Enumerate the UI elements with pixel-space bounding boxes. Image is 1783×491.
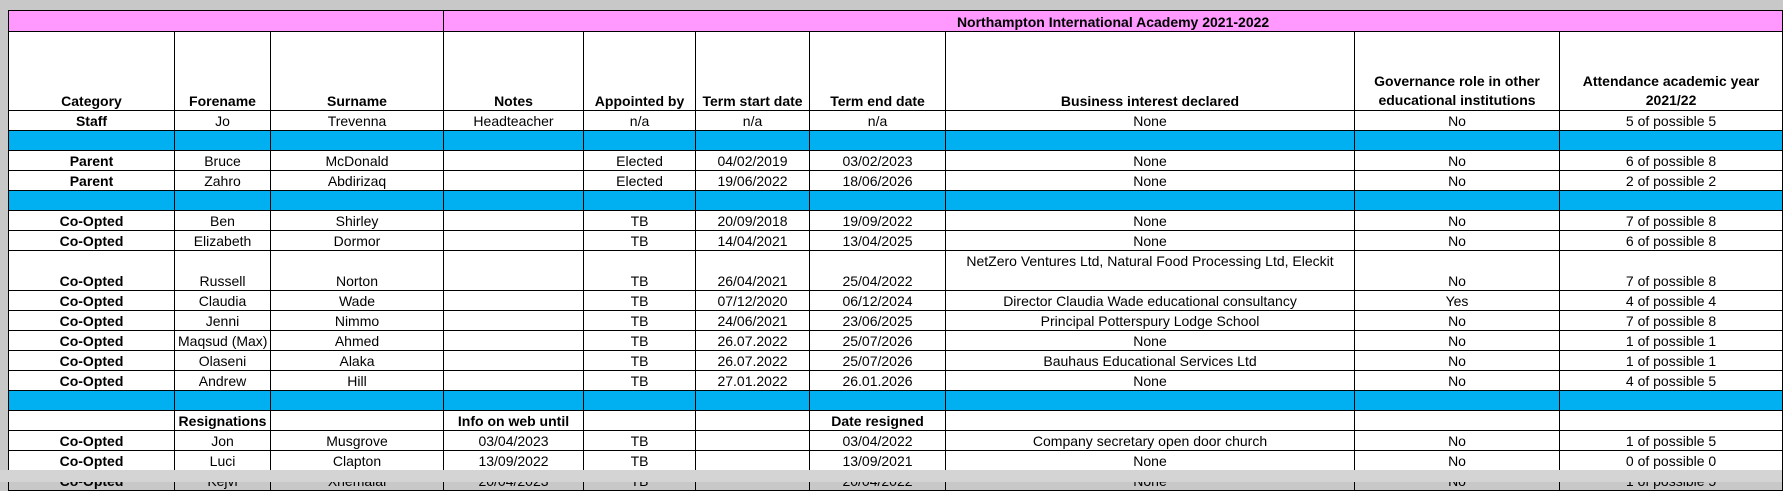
cell-attendance[interactable]: 6 of possible 8 [1560, 231, 1783, 251]
separator-cell[interactable] [9, 391, 175, 411]
cell-appointed[interactable]: TB [584, 331, 696, 351]
header-row [9, 32, 1783, 111]
header-attendance[interactable]: Attendance academic year 2021/22 [1560, 32, 1783, 111]
cell-start[interactable]: 24/06/2021 [696, 311, 810, 331]
separator-cell[interactable] [1560, 391, 1783, 411]
header-category[interactable]: Category [9, 32, 175, 111]
cell-appointed[interactable]: TB [584, 311, 696, 331]
header-term-start[interactable]: Term start date [696, 32, 810, 111]
cell-governance[interactable]: No [1355, 171, 1560, 191]
cell-appointed[interactable]: Elected [584, 171, 696, 191]
cell-start[interactable]: 19/06/2022 [696, 171, 810, 191]
cell-notes[interactable] [444, 291, 584, 311]
coopted-row [9, 231, 1783, 251]
cell-forename[interactable]: Bruce [175, 151, 271, 171]
separator-cell[interactable] [444, 131, 584, 151]
cell-governance[interactable]: No [1355, 431, 1560, 451]
cell-appointed[interactable]: n/a [584, 111, 696, 131]
cell-governance[interactable]: Yes [1355, 291, 1560, 311]
separator-cell[interactable] [271, 131, 444, 151]
governors-table [8, 10, 1783, 491]
cell-appointed[interactable]: TB [584, 251, 696, 291]
cell-governance[interactable]: No [1355, 311, 1560, 331]
cell-category[interactable]: Co-Opted [9, 211, 175, 231]
cell-forename[interactable]: Andrew [175, 371, 271, 391]
cell-governance[interactable]: No [1355, 331, 1560, 351]
coopted-row [9, 291, 1783, 311]
cell-end[interactable]: 06/12/2024 [810, 291, 946, 311]
cell-surname[interactable]: Ahmed [271, 331, 444, 351]
cell-forename[interactable]: Claudia [175, 291, 271, 311]
cell-notes[interactable] [444, 231, 584, 251]
cell-category[interactable]: Staff [9, 111, 175, 131]
cell-attendance[interactable]: 1 of possible 1 [1560, 351, 1783, 371]
cell-business[interactable]: None [946, 231, 1355, 251]
cell-forename[interactable]: Jo [175, 111, 271, 131]
info-on-web-label[interactable]: Info on web until [444, 411, 584, 431]
cell-end[interactable]: 18/06/2026 [810, 171, 946, 191]
cell-notes[interactable]: 03/04/2023 [444, 431, 584, 451]
cell-surname[interactable]: Wade [271, 291, 444, 311]
cell-governance[interactable]: No [1355, 211, 1560, 231]
cell-attendance[interactable]: 4 of possible 4 [1560, 291, 1783, 311]
cell-notes[interactable]: 13/09/2022 [444, 451, 584, 471]
cell-notes[interactable] [444, 371, 584, 391]
cell-attendance[interactable]: 7 of possible 8 [1560, 251, 1783, 291]
coopted-row [9, 371, 1783, 391]
separator-cell[interactable] [810, 131, 946, 151]
staff-row [9, 111, 1783, 131]
cell-business[interactable]: NetZero Ventures Ltd, Natural Food Processing Ltd, Eleckit [946, 251, 1355, 291]
resignation-row [9, 451, 1783, 471]
cell-appointed[interactable]: Elected [584, 151, 696, 171]
separator-cell[interactable] [271, 391, 444, 411]
cell-attendance[interactable]: 5 of possible 5 [1560, 111, 1783, 131]
separator-cell[interactable] [444, 191, 584, 211]
cell-surname[interactable]: Abdirizaq [271, 171, 444, 191]
empty-cell[interactable] [946, 411, 1355, 431]
cell-appointed[interactable]: TB [584, 431, 696, 451]
cell-governance[interactable]: No [1355, 351, 1560, 371]
cell-attendance[interactable]: 2 of possible 2 [1560, 171, 1783, 191]
separator-cell[interactable] [9, 131, 175, 151]
cell-start[interactable] [696, 431, 810, 451]
cell-start[interactable]: 14/04/2021 [696, 231, 810, 251]
cell-governance[interactable]: No [1355, 151, 1560, 171]
cell-governance[interactable]: No [1355, 111, 1560, 131]
cell-end[interactable]: 25/04/2022 [810, 251, 946, 291]
cell-appointed[interactable]: TB [584, 451, 696, 471]
cell-start[interactable]: 26.07.2022 [696, 351, 810, 371]
title-blank-cell[interactable] [9, 11, 444, 32]
separator-cell[interactable] [810, 191, 946, 211]
cell-start[interactable] [696, 451, 810, 471]
title-row [9, 11, 1783, 32]
cell-start[interactable]: 20/09/2018 [696, 211, 810, 231]
cell-attendance[interactable]: 6 of possible 8 [1560, 151, 1783, 171]
cell-notes[interactable] [444, 151, 584, 171]
cell-category[interactable]: Co-Opted [9, 231, 175, 251]
cell-surname[interactable]: Clapton [271, 451, 444, 471]
cell-notes[interactable] [444, 171, 584, 191]
cell-governance[interactable]: No [1355, 371, 1560, 391]
cell-category[interactable]: Co-Opted [9, 431, 175, 451]
cell-appointed[interactable]: TB [584, 231, 696, 251]
cell-attendance[interactable]: 7 of possible 8 [1560, 311, 1783, 331]
separator-cell[interactable] [1355, 191, 1560, 211]
cell-start[interactable]: 26.07.2022 [696, 331, 810, 351]
cell-business[interactable]: Director Claudia Wade educational consultancy [946, 291, 1355, 311]
cell-start[interactable]: 04/02/2019 [696, 151, 810, 171]
coopted-row [9, 351, 1783, 371]
separator-row [9, 131, 1783, 151]
cell-category[interactable]: Co-Opted [9, 291, 175, 311]
cell-category[interactable]: Co-Opted [9, 451, 175, 471]
cell-business[interactable]: Principal Potterspury Lodge School [946, 311, 1355, 331]
cell-category[interactable]: Co-Opted [9, 311, 175, 331]
cell-notes[interactable] [444, 251, 584, 291]
header-surname[interactable]: Surname [271, 32, 444, 111]
cell-surname[interactable]: McDonald [271, 151, 444, 171]
cell-surname[interactable]: Hill [271, 371, 444, 391]
cell-business[interactable]: None [946, 331, 1355, 351]
separator-cell[interactable] [1560, 131, 1783, 151]
cell-governance[interactable]: No [1355, 451, 1560, 471]
resignations-label[interactable]: Resignations [175, 411, 271, 431]
cell-category[interactable]: Parent [9, 171, 175, 191]
separator-cell[interactable] [175, 391, 271, 411]
partially-visible-row [0, 470, 1782, 482]
cell-end[interactable]: 23/06/2025 [810, 311, 946, 331]
coopted-row [9, 211, 1783, 231]
cell-notes[interactable] [444, 311, 584, 331]
cell-notes[interactable]: Headteacher [444, 111, 584, 131]
cell-business[interactable]: None [946, 211, 1355, 231]
cell-business[interactable]: None [946, 111, 1355, 131]
separator-cell[interactable] [946, 191, 1355, 211]
cell-business[interactable]: None [946, 371, 1355, 391]
cell-attendance[interactable]: 7 of possible 8 [1560, 211, 1783, 231]
sheet-title[interactable]: Northampton International Academy 2021-2022 [444, 11, 1783, 32]
cell-attendance[interactable]: 1 of possible 5 [1560, 431, 1783, 451]
cell-forename[interactable]: Olaseni [175, 351, 271, 371]
coopted-row [9, 311, 1783, 331]
separator-cell[interactable] [810, 391, 946, 411]
resignation-row [9, 431, 1783, 451]
cell-governance[interactable]: No [1355, 231, 1560, 251]
separator-cell[interactable] [584, 391, 696, 411]
cell-category[interactable]: Co-Opted [9, 351, 175, 371]
cell-surname[interactable]: Shirley [271, 211, 444, 231]
cell-end[interactable]: 19/09/2022 [810, 211, 946, 231]
cell-surname[interactable]: Dormor [271, 231, 444, 251]
cell-start[interactable]: 07/12/2020 [696, 291, 810, 311]
cell-business[interactable]: None [946, 451, 1355, 471]
cell-appointed[interactable]: TB [584, 211, 696, 231]
cell-forename[interactable]: Luci [175, 451, 271, 471]
cell-forename[interactable]: Jenni [175, 311, 271, 331]
cell-surname[interactable]: Trevenna [271, 111, 444, 131]
cell-business[interactable]: Company secretary open door church [946, 431, 1355, 451]
cell-forename[interactable]: Ben [175, 211, 271, 231]
cell-start[interactable]: 27.01.2022 [696, 371, 810, 391]
empty-cell[interactable] [584, 411, 696, 431]
separator-cell[interactable] [696, 131, 810, 151]
coopted-row [9, 251, 1783, 291]
parent-row [9, 171, 1783, 191]
cell-surname[interactable]: Alaka [271, 351, 444, 371]
cell-end[interactable]: 03/04/2022 [810, 431, 946, 451]
cell-category[interactable]: Co-Opted [9, 371, 175, 391]
cell-end[interactable]: 25/07/2026 [810, 331, 946, 351]
separator-cell[interactable] [1355, 391, 1560, 411]
separator-cell[interactable] [946, 391, 1355, 411]
cell-category[interactable]: Co-Opted [9, 251, 175, 291]
cell-attendance[interactable]: 4 of possible 5 [1560, 371, 1783, 391]
cell-forename[interactable]: Jon [175, 431, 271, 451]
cell-surname[interactable]: Norton [271, 251, 444, 291]
cell-forename[interactable]: Zahro [175, 171, 271, 191]
cell-forename[interactable]: Elizabeth [175, 231, 271, 251]
cell-start[interactable]: n/a [696, 111, 810, 131]
resignations-header-row [9, 411, 1783, 431]
cell-forename[interactable]: Maqsud (Max) [175, 331, 271, 351]
cell-notes[interactable] [444, 351, 584, 371]
separator-cell[interactable] [271, 191, 444, 211]
empty-cell[interactable] [696, 411, 810, 431]
separator-cell[interactable] [1560, 191, 1783, 211]
cell-appointed[interactable]: TB [584, 351, 696, 371]
separator-cell[interactable] [696, 391, 810, 411]
parent-row [9, 151, 1783, 171]
cell-business[interactable]: Bauhaus Educational Services Ltd [946, 351, 1355, 371]
header-forename[interactable]: Forename [175, 32, 271, 111]
separator-cell[interactable] [9, 191, 175, 211]
separator-cell[interactable] [175, 131, 271, 151]
separator-row [9, 391, 1783, 411]
separator-cell[interactable] [946, 131, 1355, 151]
header-governance[interactable]: Governance role in other educational institutions [1355, 32, 1560, 111]
separator-cell[interactable] [1355, 131, 1560, 151]
cell-start[interactable]: 26/04/2021 [696, 251, 810, 291]
coopted-row [9, 331, 1783, 351]
empty-cell[interactable] [271, 411, 444, 431]
cell-appointed[interactable]: TB [584, 291, 696, 311]
cell-business[interactable]: None [946, 151, 1355, 171]
spreadsheet [8, 10, 1782, 470]
empty-cell[interactable] [1355, 411, 1560, 431]
date-resigned-label[interactable]: Date resigned [810, 411, 946, 431]
separator-cell[interactable] [584, 131, 696, 151]
cell-attendance[interactable]: 1 of possible 1 [1560, 331, 1783, 351]
cell-end[interactable]: 25/07/2026 [810, 351, 946, 371]
cell-business[interactable]: None [946, 171, 1355, 191]
separator-cell[interactable] [584, 191, 696, 211]
empty-cell[interactable] [1560, 411, 1783, 431]
cell-end[interactable]: n/a [810, 111, 946, 131]
cell-end[interactable]: 13/09/2021 [810, 451, 946, 471]
cell-attendance[interactable]: 0 of possible 0 [1560, 451, 1783, 471]
header-term-end[interactable]: Term end date [810, 32, 946, 111]
header-appointed-by[interactable]: Appointed by [584, 32, 696, 111]
cell-category[interactable]: Parent [9, 151, 175, 171]
separator-cell[interactable] [696, 191, 810, 211]
cell-notes[interactable] [444, 211, 584, 231]
header-notes[interactable]: Notes [444, 32, 584, 111]
cell-notes[interactable] [444, 331, 584, 351]
separator-cell[interactable] [444, 391, 584, 411]
separator-row [9, 191, 1783, 211]
empty-cell[interactable] [9, 411, 175, 431]
cell-surname[interactable]: Musgrove [271, 431, 444, 451]
cell-governance[interactable]: No [1355, 251, 1560, 291]
cell-end[interactable]: 03/02/2023 [810, 151, 946, 171]
cell-end[interactable]: 13/04/2025 [810, 231, 946, 251]
separator-cell[interactable] [175, 191, 271, 211]
cell-category[interactable]: Co-Opted [9, 331, 175, 351]
cell-appointed[interactable]: TB [584, 371, 696, 391]
cell-end[interactable]: 26.01.2026 [810, 371, 946, 391]
header-business[interactable]: Business interest declared [946, 32, 1355, 111]
cell-surname[interactable]: Nimmo [271, 311, 444, 331]
cell-forename[interactable]: Russell [175, 251, 271, 291]
